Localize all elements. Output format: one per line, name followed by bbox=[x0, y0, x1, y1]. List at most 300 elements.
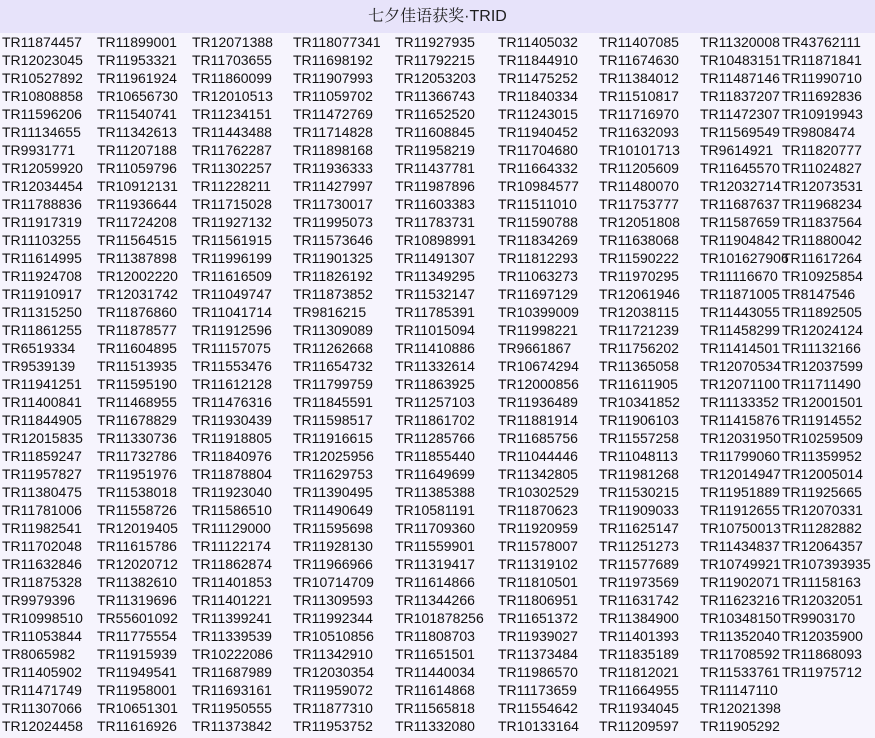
trid-cell: TR11565818 bbox=[395, 700, 475, 716]
trid-cell: TR10341852 bbox=[599, 394, 680, 410]
trid-cell: TR9808474 bbox=[782, 124, 856, 140]
trid-cell: TR11874457 bbox=[2, 34, 82, 50]
trid-cell: TR11604895 bbox=[97, 340, 177, 356]
trid-cell: TR55601092 bbox=[97, 610, 178, 626]
trid-cell: TR11532147 bbox=[395, 286, 475, 302]
trid-cell: TR11995073 bbox=[293, 214, 373, 230]
trid-cell: TR11876860 bbox=[97, 304, 177, 320]
trid-cell: TR12032714 bbox=[700, 178, 781, 194]
trid-cell: TR11257103 bbox=[395, 394, 475, 410]
trid-cell: TR11315250 bbox=[2, 304, 82, 320]
trid-cell: TR12032051 bbox=[782, 592, 863, 608]
trid-cell: TR101627906 bbox=[700, 250, 789, 266]
trid-cell: TR10998510 bbox=[2, 610, 83, 626]
trid-cell: TR11053844 bbox=[2, 628, 82, 644]
trid-cell: TR11415876 bbox=[700, 412, 780, 428]
trid-cell: TR10527892 bbox=[2, 70, 83, 86]
trid-cell: TR11373484 bbox=[498, 646, 578, 662]
trid-cell: TR11339539 bbox=[192, 628, 272, 644]
trid-cell: TR11129000 bbox=[192, 520, 271, 536]
trid-cell: TR11958219 bbox=[395, 142, 475, 158]
trid-cell: TR11958001 bbox=[97, 682, 177, 698]
trid-cell: TR11282882 bbox=[782, 520, 862, 536]
trid-cell: TR11721239 bbox=[599, 322, 679, 338]
trid-cell: TR11715028 bbox=[192, 196, 272, 212]
trid-cell: TR11147110 bbox=[700, 682, 778, 698]
trid-cell: TR11048113 bbox=[599, 448, 678, 464]
trid-cell: TR11651501 bbox=[395, 646, 475, 662]
trid-cell: TR6519334 bbox=[2, 340, 76, 356]
trid-cell: TR11590222 bbox=[599, 250, 679, 266]
trid-cell: TR11596206 bbox=[2, 106, 82, 122]
trid-cell: TR11595698 bbox=[293, 520, 373, 536]
trid-cell: TR11319417 bbox=[395, 556, 475, 572]
trid-cell: TR11981268 bbox=[599, 466, 679, 482]
trid-cell: TR11632846 bbox=[2, 556, 82, 572]
trid-cell: TR12023045 bbox=[2, 52, 83, 68]
trid-cell: TR10714709 bbox=[293, 574, 374, 590]
trid-cell: TR11612128 bbox=[192, 376, 272, 392]
trid-cell: TR11685756 bbox=[498, 430, 578, 446]
trid-cell: TR11959072 bbox=[293, 682, 373, 698]
trid-cell: TR11716970 bbox=[599, 106, 679, 122]
trid-cell: TR11996199 bbox=[192, 250, 272, 266]
trid-cell: TR11930439 bbox=[192, 412, 272, 428]
trid-cell: TR11703655 bbox=[192, 52, 272, 68]
trid-cell: TR11352040 bbox=[700, 628, 780, 644]
trid-cell: TR11401221 bbox=[192, 592, 272, 608]
trid-cell: TR11998221 bbox=[498, 322, 578, 338]
trid-cell: TR11400841 bbox=[2, 394, 82, 410]
trid-cell: TR10808858 bbox=[2, 88, 83, 104]
trid-cell: TR11820777 bbox=[782, 142, 862, 158]
trid-cell: TR12021398 bbox=[700, 700, 781, 716]
trid-cell: TR11783731 bbox=[395, 214, 475, 230]
trid-cell: TR11059702 bbox=[293, 88, 373, 104]
trid-cell: TR11687637 bbox=[700, 196, 780, 212]
trid-cell: TR11158163 bbox=[782, 574, 861, 590]
trid-cell: TR11704680 bbox=[498, 142, 578, 158]
trid-cell: TR10656730 bbox=[97, 88, 178, 104]
trid-cell: TR11918805 bbox=[192, 430, 272, 446]
trid-cell: TR11557258 bbox=[599, 430, 679, 446]
trid-cell: TR11063273 bbox=[498, 268, 578, 284]
trid-cell: TR11307066 bbox=[2, 700, 82, 716]
trid-cell: TR11049747 bbox=[192, 286, 272, 302]
trid-cell: TR11561915 bbox=[192, 232, 272, 248]
trid-cell: TR11342613 bbox=[97, 124, 177, 140]
trid-cell: TR11899001 bbox=[97, 34, 177, 50]
trid-cell: TR11401853 bbox=[192, 574, 272, 590]
trid-cell: TR9614921 bbox=[700, 142, 774, 158]
trid-cell: TR11957827 bbox=[2, 466, 82, 482]
trid-cell: TR12024458 bbox=[2, 718, 83, 734]
page-title: 七夕佳语获奖·TRID bbox=[0, 0, 875, 33]
trid-cell: TR11399241 bbox=[192, 610, 272, 626]
trid-cell: TR11920959 bbox=[498, 520, 578, 536]
trid-cell: TR11385388 bbox=[395, 484, 475, 500]
trid-cell: TR10399009 bbox=[498, 304, 579, 320]
trid-cell: TR12015835 bbox=[2, 430, 83, 446]
trid-cell: TR11366743 bbox=[395, 88, 475, 104]
trid-cell: TR11762287 bbox=[192, 142, 272, 158]
trid-cell: TR12070331 bbox=[782, 502, 863, 518]
trid-cell: TR11973569 bbox=[599, 574, 679, 590]
trid-cell: TR10749921 bbox=[700, 556, 781, 572]
trid-cell: TR12024124 bbox=[782, 322, 863, 338]
trid-cell: TR8065982 bbox=[2, 646, 76, 662]
trid-cell: TR11384900 bbox=[599, 610, 679, 626]
trid-cell: TR11024827 bbox=[782, 160, 862, 176]
trid-cell: TR11513935 bbox=[97, 358, 177, 374]
trid-cell: TR11380475 bbox=[2, 484, 82, 500]
trid-cell: TR11382610 bbox=[97, 574, 177, 590]
trid-cell: TR43762111 bbox=[782, 34, 861, 50]
trid-cell: TR11871005 bbox=[700, 286, 780, 302]
trid-cell: TR10912131 bbox=[97, 178, 178, 194]
trid-cell: TR12030354 bbox=[293, 664, 374, 680]
trid-cell: TR12001501 bbox=[782, 394, 863, 410]
trid-cell: TR12025956 bbox=[293, 448, 374, 464]
trid-cell: TR11285766 bbox=[395, 430, 475, 446]
trid-cell: TR12071100 bbox=[700, 376, 780, 392]
trid-cell: TR11614995 bbox=[2, 250, 82, 266]
trid-cell: TR11044446 bbox=[498, 448, 578, 464]
trid-cell: TR11205609 bbox=[599, 160, 679, 176]
trid-cell: TR11982541 bbox=[2, 520, 82, 536]
trid-cell: TR11116670 bbox=[700, 268, 778, 284]
trid-cell: TR11533761 bbox=[700, 664, 780, 680]
trid-cell: TR11698192 bbox=[293, 52, 373, 68]
trid-cell: TR11173659 bbox=[498, 682, 577, 698]
trid-cell: TR10302529 bbox=[498, 484, 579, 500]
trid-cell: TR11614868 bbox=[395, 682, 475, 698]
trid-cell: TR9979396 bbox=[2, 592, 76, 608]
trid-cell: TR11401393 bbox=[599, 628, 679, 644]
trid-cell: TR11059796 bbox=[97, 160, 177, 176]
trid-cell: TR9931771 bbox=[2, 142, 76, 158]
trid-cell: TR11365058 bbox=[599, 358, 679, 374]
trid-cell: TR11471749 bbox=[2, 682, 82, 698]
trid-cell: TR118077341 bbox=[293, 34, 381, 50]
trid-column bbox=[393, 33, 503, 735]
trid-cell: TR11674630 bbox=[599, 52, 679, 68]
trid-cell: TR11530215 bbox=[599, 484, 679, 500]
trid-cell: TR11711490 bbox=[782, 376, 861, 392]
trid-cell: TR11349295 bbox=[395, 268, 475, 284]
trid-cell: TR11844905 bbox=[2, 412, 82, 428]
trid-cell: TR12005014 bbox=[782, 466, 863, 482]
trid-cell: TR11859247 bbox=[2, 448, 82, 464]
trid-cell: TR11951889 bbox=[700, 484, 780, 500]
trid-cell: TR11775554 bbox=[97, 628, 177, 644]
trid-cell: TR12020712 bbox=[97, 556, 178, 572]
trid-cell: TR11664332 bbox=[498, 160, 578, 176]
trid-cell: TR10925854 bbox=[782, 268, 863, 284]
trid-cell: TR11615786 bbox=[97, 538, 177, 554]
trid-cell: TR11133352 bbox=[700, 394, 779, 410]
trid-cell: TR11781006 bbox=[2, 502, 82, 518]
trid-cell: TR11687989 bbox=[192, 664, 272, 680]
trid-column bbox=[496, 33, 606, 735]
trid-cell: TR11302257 bbox=[192, 160, 272, 176]
trid-cell: TR12038115 bbox=[599, 304, 679, 320]
trid-cell: TR11491307 bbox=[395, 250, 475, 266]
trid-cell: TR11410886 bbox=[395, 340, 475, 356]
trid-cell: TR11577689 bbox=[599, 556, 679, 572]
trid-cell: TR11490649 bbox=[293, 502, 373, 518]
trid-cell: TR11320008 bbox=[700, 34, 780, 50]
trid-cell: TR11912596 bbox=[192, 322, 272, 338]
trid-cell: TR11724208 bbox=[97, 214, 177, 230]
trid-cell: TR11788836 bbox=[2, 196, 82, 212]
trid-cell: TR11905292 bbox=[700, 718, 780, 734]
trid-cell: TR11262668 bbox=[293, 340, 373, 356]
trid-cell: TR11359952 bbox=[782, 448, 862, 464]
trid-cell: TR10101713 bbox=[599, 142, 680, 158]
trid-cell: TR11708592 bbox=[700, 646, 780, 662]
trid-cell: TR10651301 bbox=[97, 700, 178, 716]
trid-cell: TR11834269 bbox=[498, 232, 578, 248]
trid-cell: TR11966966 bbox=[293, 556, 373, 572]
trid-cell: TR11468955 bbox=[97, 394, 177, 410]
trid-cell: TR11569549 bbox=[700, 124, 780, 140]
trid-cell: TR11652520 bbox=[395, 106, 475, 122]
trid-cell: TR12070534 bbox=[700, 358, 781, 374]
trid-cell: TR12035900 bbox=[782, 628, 863, 644]
trid-cell: TR11808703 bbox=[395, 628, 475, 644]
trid-cell: TR11511010 bbox=[498, 196, 577, 212]
trid-cell: TR11912655 bbox=[700, 502, 780, 518]
trid-list bbox=[0, 33, 875, 738]
trid-cell: TR10483151 bbox=[700, 52, 781, 68]
trid-cell: TR12051808 bbox=[599, 214, 680, 230]
trid-cell: TR10898991 bbox=[395, 232, 476, 248]
trid-cell: TR11860099 bbox=[192, 70, 272, 86]
trid-cell: TR11664955 bbox=[599, 682, 679, 698]
trid-cell: TR11603383 bbox=[395, 196, 475, 212]
trid-cell: TR10750013 bbox=[700, 520, 781, 536]
trid-cell: TR11732786 bbox=[97, 448, 177, 464]
trid-cell: TR10984577 bbox=[498, 178, 579, 194]
trid-cell: TR11951976 bbox=[97, 466, 177, 482]
trid-cell: TR11812293 bbox=[498, 250, 578, 266]
trid-cell: TR11443488 bbox=[192, 124, 272, 140]
trid-cell: TR11968234 bbox=[782, 196, 862, 212]
trid-cell: TR10259509 bbox=[782, 430, 863, 446]
trid-cell: TR11901325 bbox=[293, 250, 373, 266]
trid-cell: TR11992344 bbox=[293, 610, 373, 626]
trid-cell: TR11587659 bbox=[700, 214, 780, 230]
trid-cell: TR11251273 bbox=[599, 538, 679, 554]
trid-cell: TR11881914 bbox=[498, 412, 578, 428]
trid-cell: TR11835189 bbox=[599, 646, 679, 662]
trid-cell: TR11714828 bbox=[293, 124, 373, 140]
trid-cell: TR11916615 bbox=[293, 430, 373, 446]
trid-cell: TR11553476 bbox=[192, 358, 272, 374]
trid-cell: TR11207188 bbox=[97, 142, 177, 158]
trid-cell: TR12064357 bbox=[782, 538, 863, 554]
trid-cell: TR11924708 bbox=[2, 268, 82, 284]
trid-cell: TR11986570 bbox=[498, 664, 578, 680]
trid-cell: TR12053203 bbox=[395, 70, 476, 86]
trid-cell: TR11617264 bbox=[782, 250, 862, 266]
trid-cell: TR11697129 bbox=[498, 286, 578, 302]
trid-cell: TR11873852 bbox=[293, 286, 373, 302]
trid-cell: TR11753777 bbox=[599, 196, 679, 212]
trid-cell: TR11540741 bbox=[97, 106, 177, 122]
trid-cell: TR11730017 bbox=[293, 196, 373, 212]
trid-cell: TR12019405 bbox=[97, 520, 178, 536]
trid-cell: TR11487146 bbox=[700, 70, 780, 86]
trid-cell: TR11799759 bbox=[293, 376, 373, 392]
trid-cell: TR11923040 bbox=[192, 484, 272, 500]
trid-cell: TR11638068 bbox=[599, 232, 679, 248]
trid-cell: TR11709360 bbox=[395, 520, 475, 536]
trid-cell: TR11898168 bbox=[293, 142, 373, 158]
trid-cell: TR11914552 bbox=[782, 412, 862, 428]
trid-cell: TR11953752 bbox=[293, 718, 373, 734]
trid-cell: TR11330736 bbox=[97, 430, 177, 446]
trid-cell: TR11934045 bbox=[599, 700, 679, 716]
trid-cell: TR11319696 bbox=[97, 592, 177, 608]
trid-column bbox=[291, 33, 401, 735]
trid-cell: TR11332614 bbox=[395, 358, 475, 374]
trid-cell: TR9539139 bbox=[2, 358, 76, 374]
trid-cell: TR11629753 bbox=[293, 466, 373, 482]
trid-cell: TR11344266 bbox=[395, 592, 475, 608]
trid-cell: TR11623216 bbox=[700, 592, 780, 608]
trid-cell: TR11472769 bbox=[293, 106, 373, 122]
trid-cell: TR11840334 bbox=[498, 88, 578, 104]
trid-cell: TR11590788 bbox=[498, 214, 578, 230]
trid-cell: TR12002220 bbox=[97, 268, 178, 284]
trid-cell: TR11907993 bbox=[293, 70, 373, 86]
trid-cell: TR11915939 bbox=[97, 646, 177, 662]
trid-cell: TR11427997 bbox=[293, 178, 373, 194]
trid-column bbox=[0, 33, 110, 735]
trid-cell: TR11631742 bbox=[599, 592, 679, 608]
trid-cell: TR8147546 bbox=[782, 286, 856, 302]
trid-cell: TR11941251 bbox=[2, 376, 82, 392]
trid-cell: TR11810501 bbox=[498, 574, 578, 590]
trid-cell: TR11987896 bbox=[395, 178, 475, 194]
trid-cell: TR11654732 bbox=[293, 358, 373, 374]
trid-cell: TR11608845 bbox=[395, 124, 475, 140]
trid-cell: TR11342910 bbox=[293, 646, 373, 662]
trid-cell: TR11844910 bbox=[498, 52, 578, 68]
trid-cell: TR11927132 bbox=[192, 214, 272, 230]
trid-cell: TR11880042 bbox=[782, 232, 862, 248]
trid-cell: TR12000856 bbox=[498, 376, 579, 392]
trid-cell: TR11936644 bbox=[97, 196, 177, 212]
trid-cell: TR11559901 bbox=[395, 538, 475, 554]
trid-cell: TR11103255 bbox=[2, 232, 81, 248]
trid-cell: TR11434837 bbox=[700, 538, 780, 554]
trid-cell: TR11598517 bbox=[293, 412, 373, 428]
trid-cell: TR101878256 bbox=[395, 610, 484, 626]
trid-cell: TR11845591 bbox=[293, 394, 373, 410]
trid-cell: TR11950555 bbox=[192, 700, 272, 716]
trid-cell: TR11868093 bbox=[782, 646, 862, 662]
trid-cell: TR12061946 bbox=[599, 286, 680, 302]
trid-cell: TR11862874 bbox=[192, 556, 272, 572]
trid-cell: TR11387898 bbox=[97, 250, 177, 266]
trid-cell: TR11645570 bbox=[700, 160, 780, 176]
trid-cell: TR11909033 bbox=[599, 502, 679, 518]
trid-cell: TR11414501 bbox=[700, 340, 780, 356]
trid-cell: TR9903170 bbox=[782, 610, 856, 626]
trid-cell: TR11134655 bbox=[2, 124, 81, 140]
trid-cell: TR11939027 bbox=[498, 628, 578, 644]
trid-cell: TR11157075 bbox=[192, 340, 271, 356]
trid-cell: TR12059920 bbox=[2, 160, 83, 176]
trid-column bbox=[95, 33, 205, 735]
trid-cell: TR11390495 bbox=[293, 484, 373, 500]
trid-cell: TR11840976 bbox=[192, 448, 272, 464]
trid-cell: TR107393935 bbox=[782, 556, 871, 572]
trid-cell: TR11785391 bbox=[395, 304, 475, 320]
trid-cell: TR11041714 bbox=[192, 304, 272, 320]
trid-cell: TR11342805 bbox=[498, 466, 578, 482]
trid-cell: TR11917319 bbox=[2, 214, 82, 230]
trid-cell: TR10510856 bbox=[293, 628, 374, 644]
trid-cell: TR11614866 bbox=[395, 574, 475, 590]
trid-cell: TR11625147 bbox=[599, 520, 679, 536]
trid-cell: TR11936333 bbox=[293, 160, 373, 176]
trid-cell: TR11122174 bbox=[192, 538, 271, 554]
trid-cell: TR11437781 bbox=[395, 160, 475, 176]
trid-cell: TR11554642 bbox=[498, 700, 578, 716]
trid-cell: TR11861702 bbox=[395, 412, 475, 428]
trid-cell: TR11861255 bbox=[2, 322, 82, 338]
trid-cell: TR12014947 bbox=[700, 466, 781, 482]
trid-cell: TR11458299 bbox=[700, 322, 780, 338]
trid-cell: TR11243015 bbox=[498, 106, 578, 122]
trid-cell: TR11480070 bbox=[599, 178, 679, 194]
trid-cell: TR11927935 bbox=[395, 34, 475, 50]
trid-cell: TR11228211 bbox=[192, 178, 271, 194]
trid-cell: TR11925665 bbox=[782, 484, 862, 500]
trid-cell: TR11837564 bbox=[782, 214, 862, 230]
trid-column bbox=[780, 33, 875, 681]
trid-cell: TR11309593 bbox=[293, 592, 373, 608]
trid-cell: TR11953321 bbox=[97, 52, 177, 68]
trid-cell: TR11616509 bbox=[192, 268, 272, 284]
trid-cell: TR12010513 bbox=[192, 88, 273, 104]
trid-cell: TR11928130 bbox=[293, 538, 373, 554]
trid-cell: TR10919943 bbox=[782, 106, 863, 122]
trid-cell: TR12073531 bbox=[782, 178, 863, 194]
trid-cell: TR11910917 bbox=[2, 286, 82, 302]
trid-cell: TR11632093 bbox=[599, 124, 679, 140]
trid-cell: TR11332080 bbox=[395, 718, 475, 734]
trid-cell: TR11309089 bbox=[293, 322, 373, 338]
trid-cell: TR11132166 bbox=[782, 340, 861, 356]
trid-cell: TR11209597 bbox=[599, 718, 679, 734]
trid-cell: TR11904842 bbox=[700, 232, 780, 248]
trid-column bbox=[597, 33, 707, 735]
trid-cell: TR11692836 bbox=[782, 88, 862, 104]
trid-cell: TR10222086 bbox=[192, 646, 273, 662]
trid-cell: TR11595190 bbox=[97, 376, 177, 392]
trid-cell: TR11472307 bbox=[700, 106, 780, 122]
trid-cell: TR11616926 bbox=[97, 718, 177, 734]
trid-cell: TR11475252 bbox=[498, 70, 578, 86]
trid-cell: TR11961924 bbox=[97, 70, 177, 86]
trid-cell: TR11812021 bbox=[599, 664, 679, 680]
trid-cell: TR11975712 bbox=[782, 664, 862, 680]
